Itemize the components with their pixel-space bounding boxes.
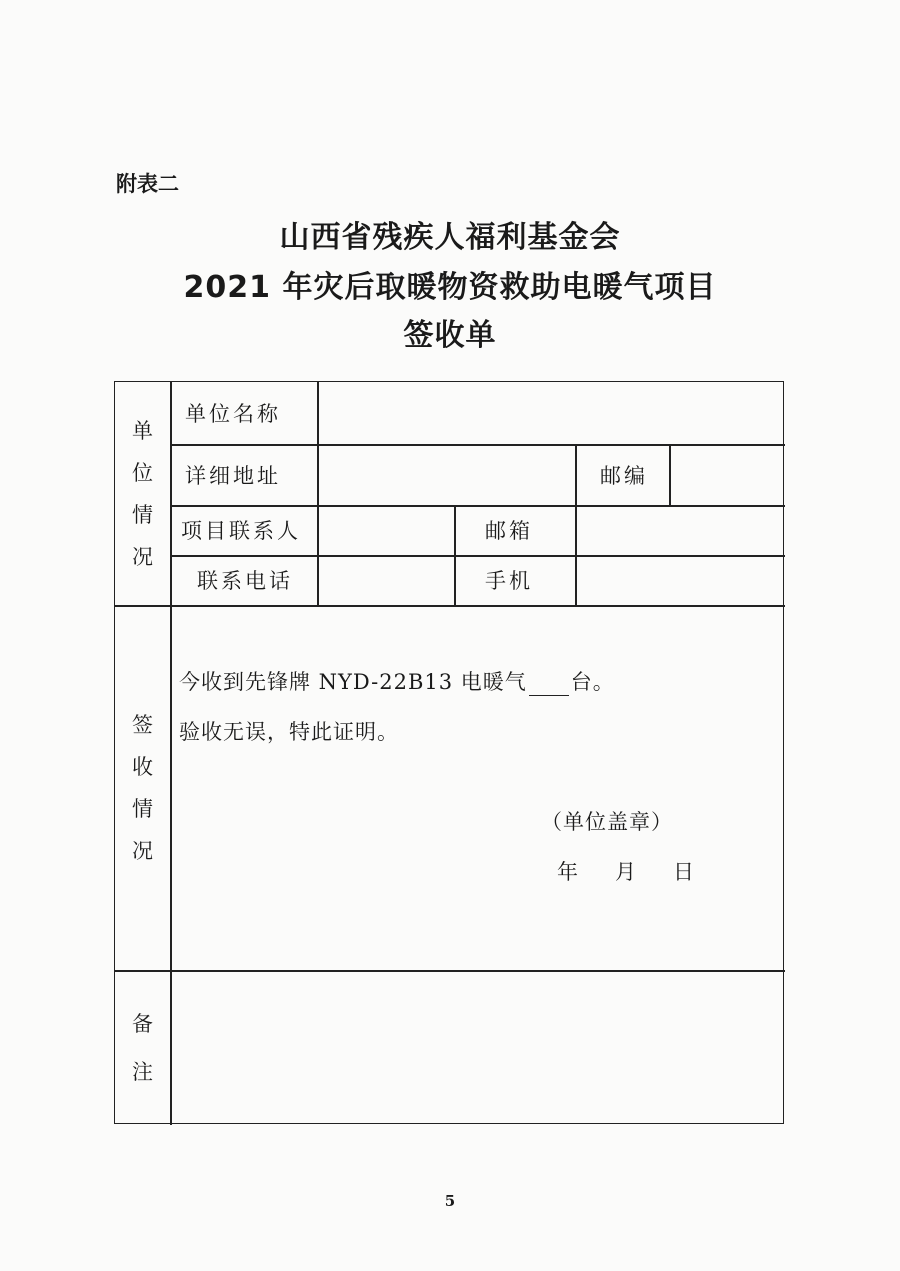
contact-person-field[interactable]: [327, 505, 447, 555]
date-day: 日: [673, 860, 695, 884]
verification-statement: 验收无误，特此证明。: [179, 720, 399, 744]
postcode-label: 邮编: [600, 463, 648, 488]
title-line-3: 签收单: [403, 318, 497, 353]
unit-name-field[interactable]: [327, 382, 777, 444]
column-divider: [454, 505, 456, 605]
phone-label: 联系电话: [197, 569, 293, 593]
heading-column-divider: [170, 382, 172, 1125]
receipt-form-table: [114, 381, 784, 1124]
remarks-field[interactable]: [179, 970, 774, 1125]
email-label: 邮箱: [485, 519, 533, 543]
date-year: 年: [557, 860, 579, 884]
title-line-2: 2021 年灾后取暖物资救助电暖气项目: [183, 270, 717, 305]
mobile-field[interactable]: [585, 555, 775, 605]
seal-note: （单位盖章）: [541, 810, 673, 834]
unit-info-heading: 单 位 情 况: [132, 418, 153, 569]
mobile-label: 手机: [485, 569, 533, 593]
page-number: 5: [444, 1192, 456, 1210]
phone-field[interactable]: [327, 555, 447, 605]
date-line: [557, 856, 695, 886]
remarks-heading: 备 注: [132, 1011, 153, 1084]
contact-person-label: 项目联系人: [181, 519, 301, 543]
address-label: 详细地址: [185, 463, 281, 488]
unit-name-label: 单位名称: [185, 402, 281, 426]
receipt-info-heading: 签 收 情 况: [132, 712, 153, 863]
column-divider: [669, 444, 671, 505]
email-field[interactable]: [585, 505, 775, 555]
quantity-blank[interactable]: [529, 675, 569, 696]
annex-label: 附表二: [116, 172, 179, 196]
address-field[interactable]: [327, 444, 567, 505]
column-divider: [575, 444, 577, 605]
receipt-statement: 今收到先锋牌 NYD-22B13 电暖气 台。: [179, 670, 615, 694]
postcode-field[interactable]: [677, 444, 777, 505]
label-column-divider: [317, 382, 319, 605]
section-divider: [115, 605, 785, 607]
title-line-1: 山西省残疾人福利基金会: [279, 220, 621, 255]
date-month: 月: [615, 860, 637, 884]
